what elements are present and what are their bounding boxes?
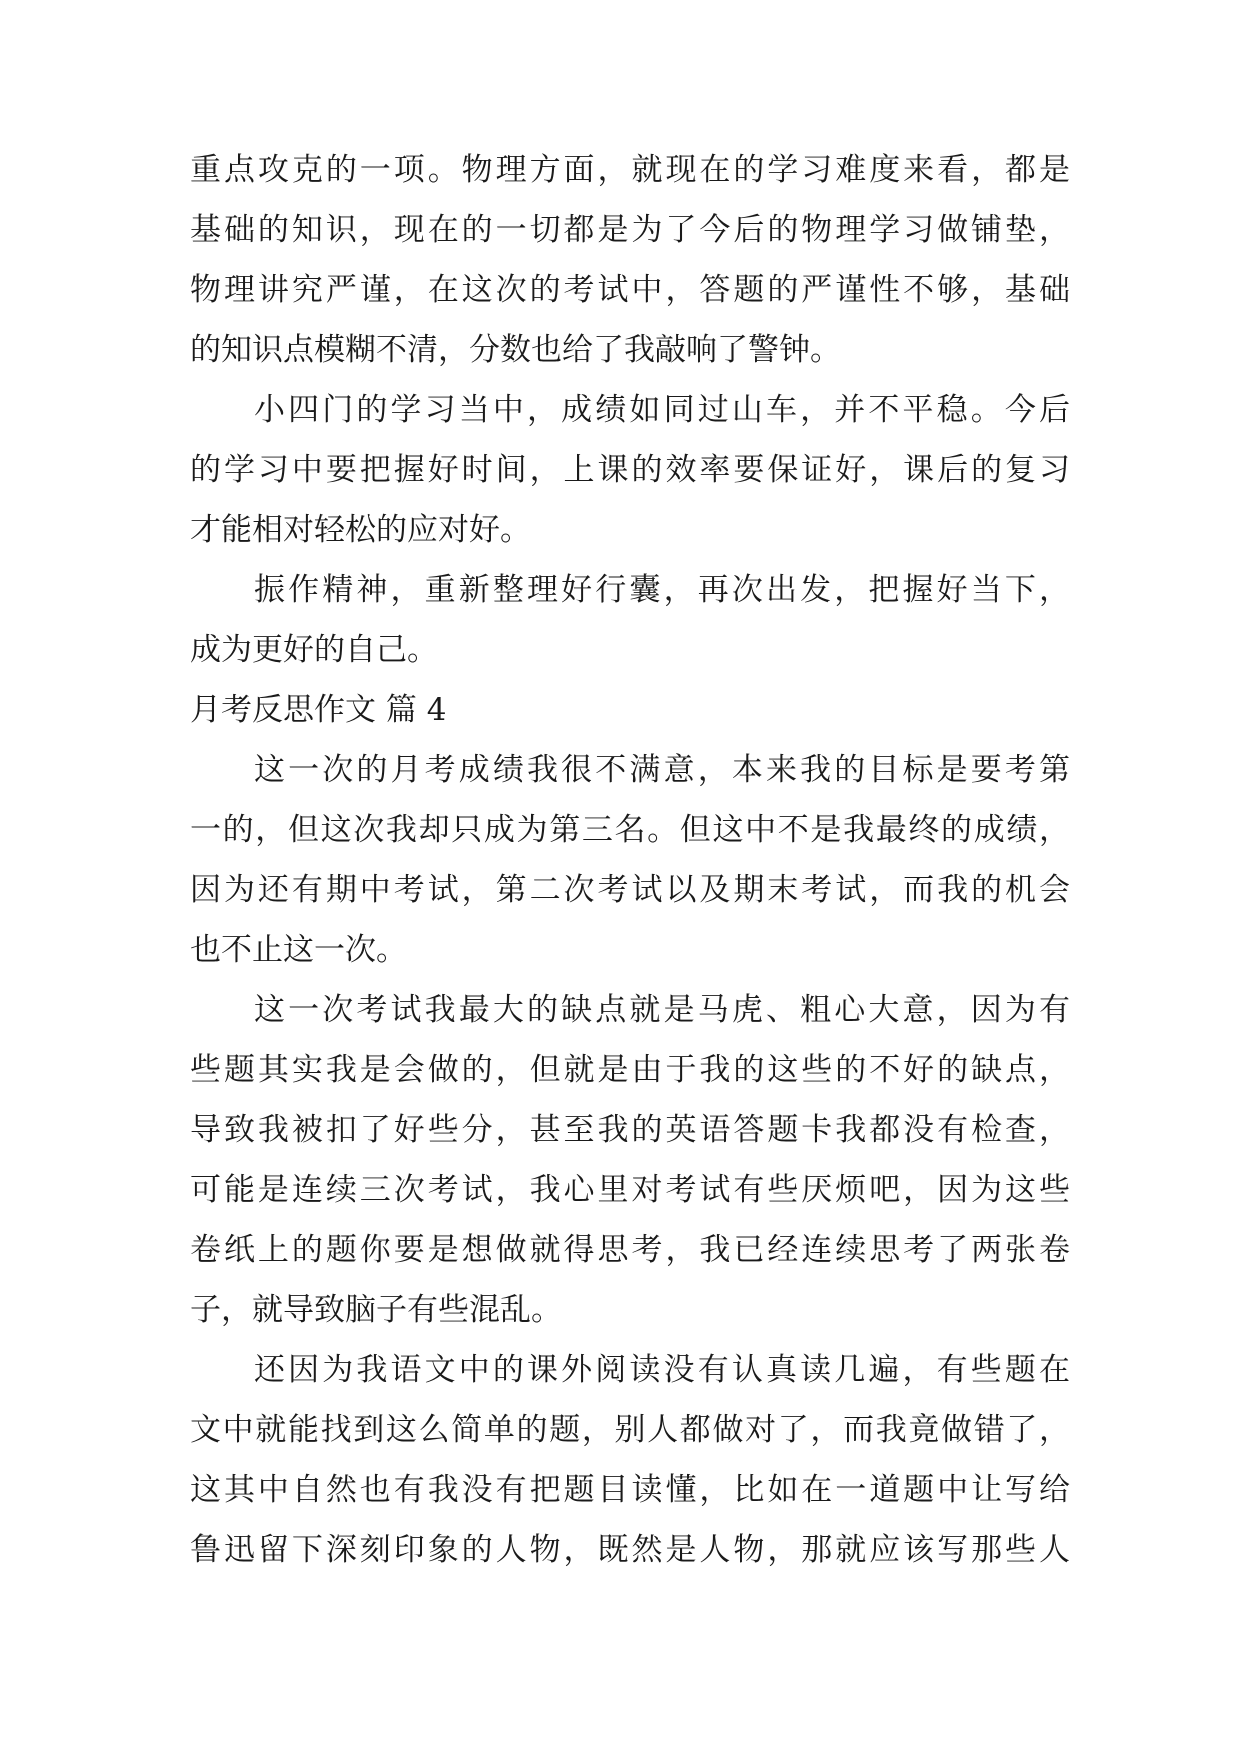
paragraph xyxy=(190,740,1070,980)
text-line: 也不止这一次。 xyxy=(190,932,407,968)
text-line: 鲁迅留下深刻印象的人物，既然是人物，那就应该写那些人 xyxy=(190,1532,1070,1568)
paragraph xyxy=(190,1340,1070,1580)
text-line: 振作精神，重新整理好行囊，再次出发，把握好当下， xyxy=(254,572,1070,608)
paragraph xyxy=(190,980,1070,1340)
text-line: 些题其实我是会做的，但就是由于我的这些的不好的缺点， xyxy=(190,1052,1070,1088)
text-line: 一的，但这次我却只成为第三名。但这中不是我最终的成绩， xyxy=(190,812,1070,848)
text-line: 才能相对轻松的应对好。 xyxy=(190,512,531,548)
text-line: 子，就导致脑子有些混乱。 xyxy=(190,1292,562,1328)
paragraph xyxy=(190,140,1070,380)
text-line: 因为还有期中考试，第二次考试以及期末考试，而我的机会 xyxy=(190,872,1070,908)
text-line: 这一次考试我最大的缺点就是马虎、粗心大意，因为有 xyxy=(254,992,1070,1028)
text-line: 的学习中要把握好时间，上课的效率要保证好，课后的复习 xyxy=(190,452,1070,488)
text-line: 文中就能找到这么简单的题，别人都做对了，而我竟做错了， xyxy=(190,1412,1070,1448)
text-line: 成为更好的自己。 xyxy=(190,632,438,668)
text-line: 还因为我语文中的课外阅读没有认真读几遍，有些题在 xyxy=(254,1352,1070,1388)
document-body xyxy=(190,140,1070,1580)
text-line: 可能是连续三次考试，我心里对考试有些厌烦吧，因为这些 xyxy=(190,1172,1070,1208)
text-line: 物理讲究严谨，在这次的考试中，答题的严谨性不够，基础 xyxy=(190,272,1070,308)
paragraph xyxy=(190,380,1070,560)
paragraph xyxy=(190,560,1070,680)
text-line: 卷纸上的题你要是想做就得思考，我已经连续思考了两张卷 xyxy=(190,1232,1070,1268)
text-line: 这一次的月考成绩我很不满意，本来我的目标是要考第 xyxy=(254,752,1070,788)
text-line: 这其中自然也有我没有把题目读懂，比如在一道题中让写给 xyxy=(190,1472,1070,1508)
text-line: 小四门的学习当中，成绩如同过山车，并不平稳。今后 xyxy=(254,392,1070,428)
text-line: 导致我被扣了好些分，甚至我的英语答题卡我都没有检查， xyxy=(190,1112,1070,1148)
text-line: 重点攻克的一项。物理方面，就现在的学习难度来看，都是 xyxy=(190,152,1070,188)
text-line: 基础的知识，现在的一切都是为了今后的物理学习做铺垫， xyxy=(190,212,1070,248)
text-line: 的知识点模糊不清，分数也给了我敲响了警钟。 xyxy=(190,332,841,368)
section-heading: 月考反思作文 篇 4 xyxy=(190,692,447,728)
